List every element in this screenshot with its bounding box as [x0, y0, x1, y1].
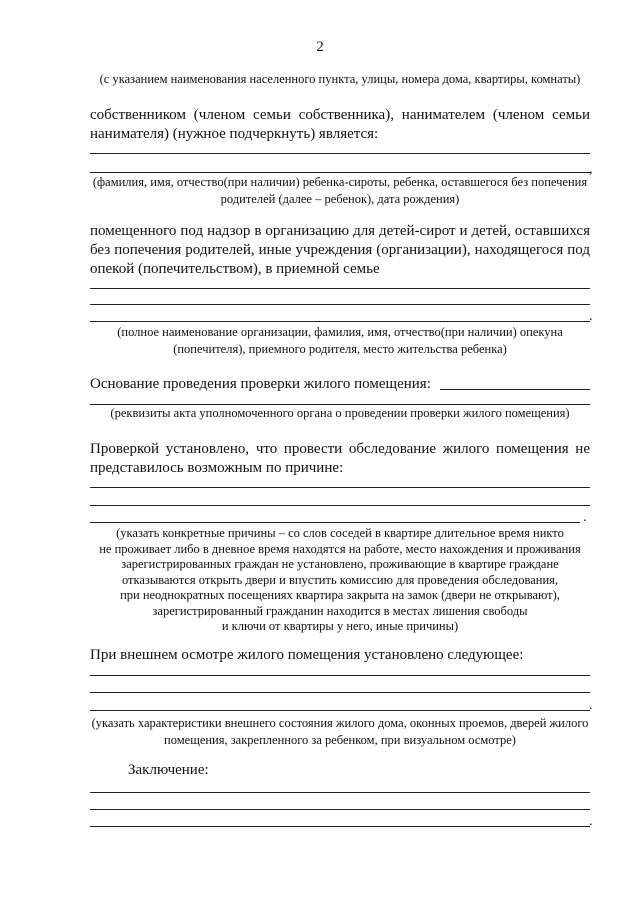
conclusion-label: Заключение:	[128, 762, 209, 778]
end-comma: ,	[589, 162, 593, 177]
guardian-note: (полное наименование организации, фамилия, имя, отчество(при наличии) опекуна (попечителя), приемного родителя, место жительства ребенка)	[117, 325, 563, 356]
reasons-note-line: и ключи от квартиры у него, иные причины)	[221, 619, 459, 633]
reasons-note-line: (указать конкретные причины – со слов соседей в квартире длительное время никто	[116, 526, 564, 540]
external-line-3[interactable]	[90, 710, 590, 711]
end-period-2: .	[583, 510, 587, 525]
guardian-line-3[interactable]	[90, 321, 590, 322]
end-period-3: .	[589, 698, 593, 713]
external-line-1[interactable]	[90, 675, 590, 676]
child-name-line-2[interactable]	[90, 172, 590, 173]
guardian-line-2[interactable]	[90, 304, 590, 305]
external-text: При внешнем осмотре жилого помещения установлено следующее:	[90, 647, 524, 663]
impossible-text: Проверкой установлено, что провести обследование жилого помещения не представилось возможным по причине:	[90, 441, 590, 476]
reasons-note-line: не проживает либо в дневное время находятся на работе, место нахождения и проживания	[99, 541, 581, 556]
page-number: 2	[316, 39, 324, 55]
conclusion-line-1[interactable]	[90, 792, 590, 793]
basis-inline-line[interactable]	[440, 389, 590, 390]
end-period-4: .	[589, 814, 593, 829]
child-name-line-1[interactable]	[90, 153, 590, 154]
owner-text: собственником (членом семьи собственника), нанимателем (членом семьи нанимателя) (нужное подчеркнуть) является:	[90, 107, 590, 142]
child-note: (фамилия, имя, отчество(при наличии) ребенка-сироты, ребенка, оставшегося без попечения родителей (далее – ребенок), дата рождения)	[92, 175, 588, 206]
end-period: .	[589, 309, 593, 324]
external-line-2[interactable]	[90, 692, 590, 693]
basis-note: (реквизиты акта уполномоченного органа о проведении проверки жилого помещения)	[110, 406, 570, 420]
reasons-note-line: зарегистрированных граждан не установлено, проживающие в квартире граждане	[121, 557, 559, 571]
reasons-note-line: отказываются открыть двери и впустить комиссию для проведения обследования,	[121, 572, 559, 587]
reason-line-3[interactable]	[90, 522, 580, 523]
basis-label: Основание проведения проверки жилого помещения:	[90, 376, 431, 392]
address-note: (с указанием наименования населенного пункта, улицы, номера дома, квартиры, комнаты)	[99, 72, 581, 86]
conclusion-line-2[interactable]	[90, 809, 590, 810]
placement-text: помещенного под надзор в организацию для детей-сирот и детей, оставшихся без попечения родителей, иные учреждения (организации), находящегося под опекой (попечительством), в приемной семье	[90, 223, 590, 277]
reason-line-1[interactable]	[90, 487, 590, 488]
guardian-line-1[interactable]	[90, 288, 590, 289]
reasons-note	[90, 526, 590, 635]
external-note: (указать характеристики внешнего состояния жилого дома, оконных проемов, дверей жилого помещения, закрепленного за ребенком, при визуальном осмотре)	[91, 716, 589, 747]
conclusion-line-3[interactable]	[90, 826, 590, 827]
reasons-note-line: зарегистрированный гражданин находится в местах лишения свободы	[152, 603, 528, 618]
reasons-note-line: при неоднократных посещениях квартира закрыта на замок (двери не открывают),	[120, 588, 560, 602]
reason-line-2[interactable]	[90, 505, 590, 506]
